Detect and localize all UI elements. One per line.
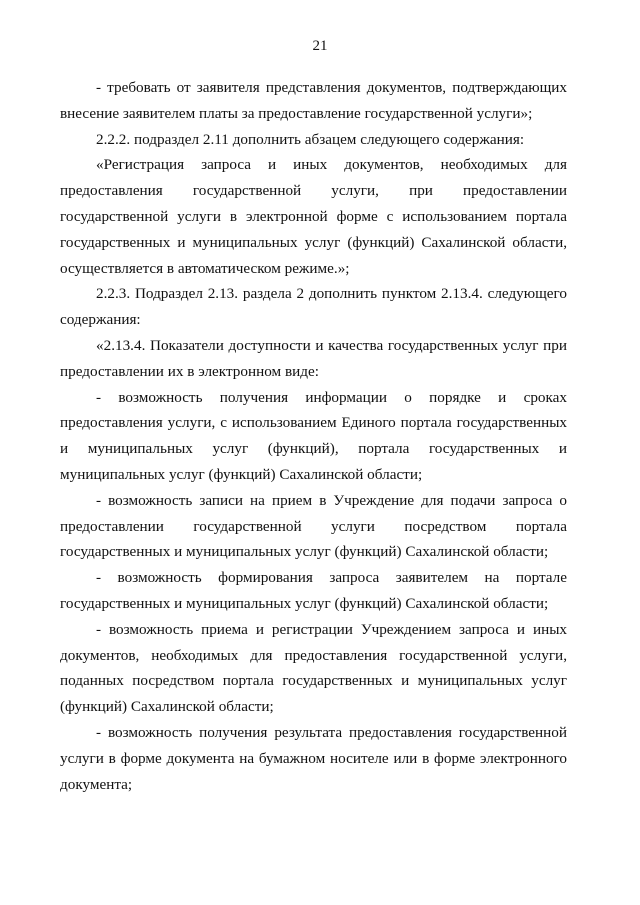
paragraph-8: - возможность формирования запроса заявителем на портале государственных и муниципальных услуг (функций) Сахалинской области; xyxy=(60,569,567,612)
paragraph-6: - возможность получения информации о порядке и сроках предоставления услуги, с использованием Единого портала государственных и муниципальных услуг (функций), портала государственных и муниципальных услуг (функций) Сахалинской области; xyxy=(60,388,567,483)
paragraph-4: 2.2.3. Подраздел 2.13. раздела 2 дополнить пунктом 2.13.4. следующего содержания: xyxy=(60,285,567,329)
paragraph-2: 2.2.2. подраздел 2.11 дополнить абзацем следующего содержания: xyxy=(96,130,525,148)
paragraph-7: - возможность записи на прием в Учреждение для подачи запроса о предоставлении государственной услуги посредством портала государственных и муниципальных услуг (функций) Сахалинской области; xyxy=(60,491,567,561)
body-text xyxy=(60,75,567,797)
paragraph-1: - требовать от заявителя представления документов, подтверждающих внесение заявителем платы за предоставление государственной услуги»; xyxy=(60,79,567,122)
paragraph-5: «2.13.4. Показатели доступности и качества государственных услуг при предоставлении их в электронном виде: xyxy=(60,336,567,380)
page-number: 21 xyxy=(312,38,328,54)
paragraph-10: - возможность получения результата предоставления государственной услуги в форме документа на бумажном носителе или в форме электронного документа; xyxy=(60,723,567,793)
paragraph-3: «Регистрация запроса и иных документов, необходимых для предоставления государственной услуги, при предоставлении государственной услуги в электронной форме с использованием портала государственных и муниципальных услуг (функций) Сахалинской области, осуществляется в автоматическом режиме.»; xyxy=(60,156,567,277)
paragraph-9: - возможность приема и регистрации Учреждением запроса и иных документов, необходимых для предоставления государственной услуги, поданных посредством портала государственных и муниципальных услуг (функций) Сахалинской области; xyxy=(60,620,567,716)
